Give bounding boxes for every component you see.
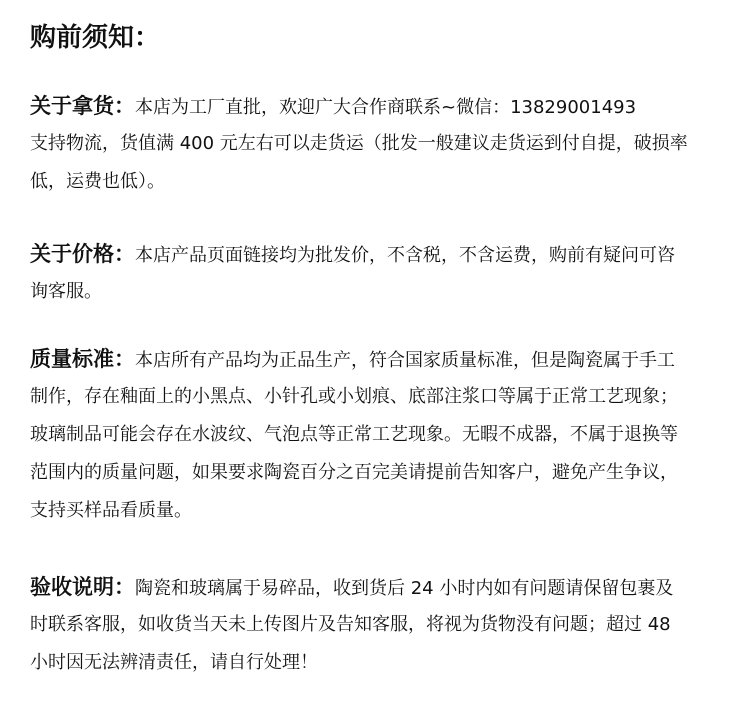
section-text: 支持物流，货值满 400 元左右可以走货运（批发一般建议走货运到付自提，破损率 bbox=[30, 133, 688, 154]
section-heading: 验收说明： bbox=[30, 575, 135, 599]
section-text: 制作，存在釉面上的小黑点、小针孔或小划痕、底部注浆口等属于正常工艺现象； bbox=[30, 386, 678, 407]
section-first-line bbox=[30, 87, 720, 125]
section-text: 陶瓷和玻璃属于易碎品，收到货后 24 小时内如有问题请保留包裹及 bbox=[135, 578, 674, 599]
section-heading: 质量标准： bbox=[30, 347, 135, 371]
section-text: 玻璃制品可能会存在水波纹、气泡点等正常工艺现象。无暇不成器，不属于退换等 bbox=[30, 424, 678, 445]
section-text: 本店所有产品均为正品生产，符合国家质量标准，但是陶瓷属于手工 bbox=[135, 350, 675, 371]
section-first-line bbox=[30, 568, 720, 606]
section-text: 低，运费也低）。 bbox=[30, 171, 165, 192]
section-text: 范围内的质量问题，如果要求陶瓷百分之百完美请提前告知客户，避免产生争议， bbox=[30, 462, 678, 483]
section-text: 支持买样品看质量。 bbox=[30, 500, 192, 521]
section-heading: 关于价格： bbox=[30, 242, 135, 266]
section-price bbox=[30, 235, 720, 311]
section-first-line bbox=[30, 235, 720, 273]
section-heading: 关于拿货： bbox=[30, 94, 135, 118]
section-text: 本店产品页面链接均为批发价，不含税，不含运费，购前有疑问可咨 bbox=[135, 245, 675, 266]
section-acceptance bbox=[30, 568, 720, 682]
page-title: 购前须知： bbox=[30, 23, 161, 53]
section-text: 时联系客服，如收货当天未上传图片及告知客服，将视为货物没有问题；超过 48 bbox=[30, 614, 671, 635]
section-pickup bbox=[30, 87, 720, 201]
section-quality bbox=[30, 340, 720, 530]
section-text: 小时因无法辨清责任，请自行处理！ bbox=[30, 652, 318, 673]
section-first-line bbox=[30, 340, 720, 378]
section-text: 本店为工厂直批，欢迎广大合作商联系~微信：13829001493 bbox=[135, 97, 637, 118]
section-text: 询客服。 bbox=[30, 281, 102, 302]
